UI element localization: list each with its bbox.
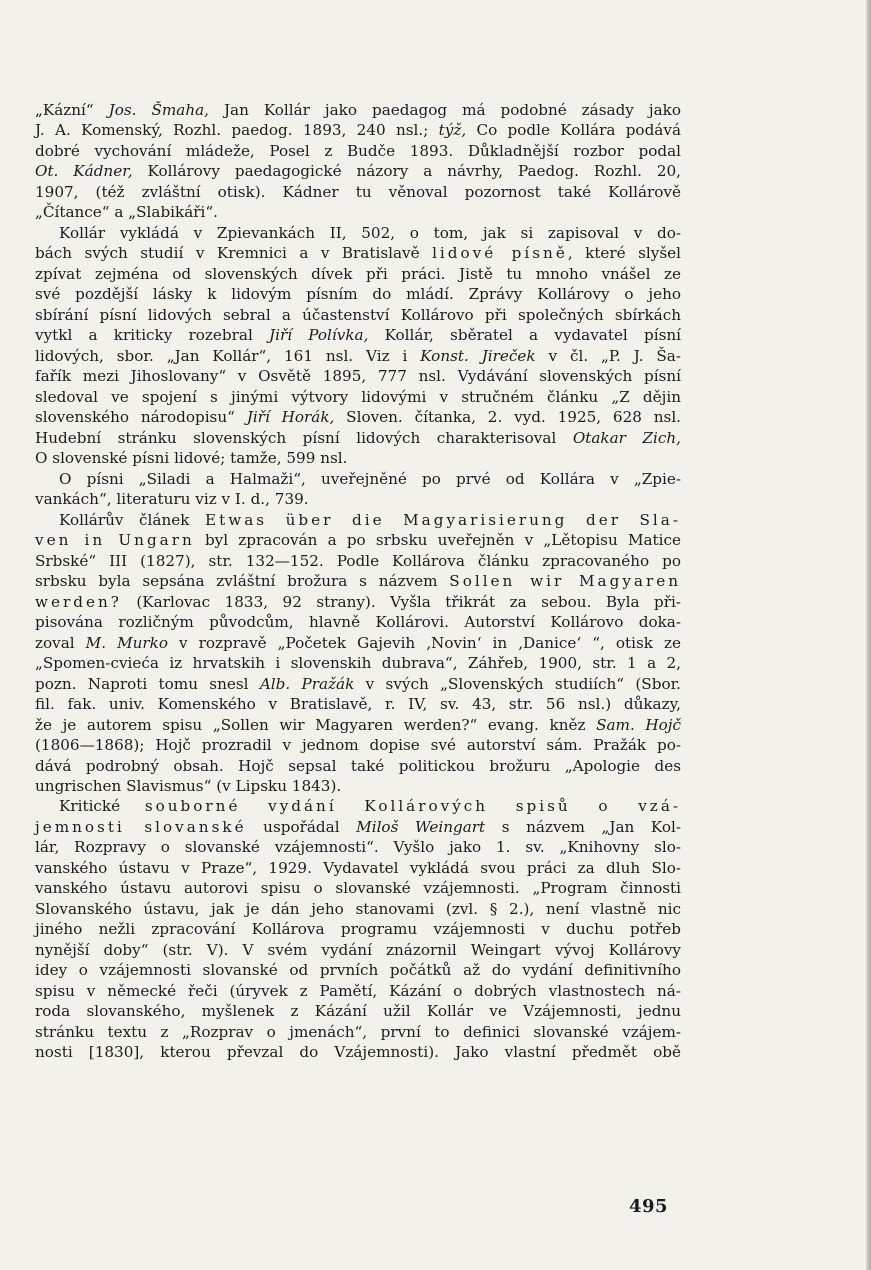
text-line	[35, 735, 681, 755]
text-run: Slovanského ústavu, jak je dán jeho stanovami (zvl. § 2.), není vlastně nic	[35, 899, 681, 918]
text-run: „Spomen-cvieća iz hrvatskih i slovenskih dubrava“, Záhřeb, 1900, str. 1 a 2,	[35, 654, 681, 673]
text-line	[35, 1042, 681, 1062]
text-line	[35, 612, 681, 632]
text-line	[35, 858, 681, 878]
italic-name: Konst. Jireček	[420, 346, 536, 365]
text-line	[35, 489, 681, 509]
text-run: 1907, (též zvláštní otisk). Kádner tu věnoval pozornost také Kollárově	[35, 182, 681, 201]
text-run: Srbské“ III (1827), str. 132—152. Podle Kollárova článku zpracovaného po	[35, 551, 681, 570]
text-line	[35, 653, 681, 673]
text-run: v rozpravě „Početek Gajevih ‚Novin‘ in ‚Danice‘ “, otisk ze	[168, 633, 681, 652]
text-run: slovenského národopisu“	[35, 408, 247, 427]
text-line	[35, 1022, 681, 1042]
text-run: jiného nežli zpracování Kollárova programu vzájemnosti v duchu potřeb	[35, 920, 681, 939]
text-line	[35, 469, 681, 489]
text-run: vankách“, literaturu viz v I. d., 739.	[35, 490, 309, 509]
text-run: nynější doby“ (str. V). V svém vydání znázornil Weingart vývoj Kollárovy	[35, 940, 681, 959]
text-line	[35, 325, 681, 345]
text-line	[35, 981, 681, 1001]
italic-name: Jiří Polívka,	[269, 326, 369, 345]
text-run: vytkl a kriticky rozebral	[35, 326, 270, 345]
text-run: sbírání písní lidových sebral a účastenství Kollárovo při společných sbírkách	[35, 305, 681, 324]
text-line	[35, 120, 681, 140]
text-run: Sloven. čítanka, 2. vyd. 1925, 628 nsl.	[334, 408, 682, 427]
text-run: Kollárovy paedagogické názory a návrhy, Paedog. Rozhl. 20,	[132, 162, 681, 181]
text-run: spisu v německé řeči (úryvek z Pamětí, Kázání o dobrých vlastnostech ná-	[35, 981, 681, 1000]
text-line	[35, 960, 681, 980]
text-run: J. A. Komenský, Rozhl. paedog. 1893, 240 nsl.;	[35, 121, 439, 140]
text-run: dobré vychování mládeže, Posel z Budče 1893. Důkladnější rozbor podal	[35, 141, 681, 160]
italic-name: Ot. Kádner,	[35, 162, 133, 181]
text-run: , které slyšel	[567, 244, 681, 263]
text-run: pisována rozličným původcům, hlavně Kollárovi. Autorství Kollárovo doka-	[35, 613, 681, 632]
text-line	[35, 940, 681, 960]
paragraph-siladi-halmazi	[35, 469, 681, 510]
text-line	[35, 919, 681, 939]
text-run: byl zpracován a po srbsku uveřejněn v „Lětopisu Matice	[194, 531, 682, 550]
spaced-emphasis: Sollen wir Magyaren	[449, 572, 682, 591]
text-line	[35, 674, 681, 694]
text-run: pozn. Naproti tomu snesl	[35, 674, 260, 693]
paragraph-weingart-edition	[35, 796, 681, 1062]
text-run: Jan Kollár jako paedagog má podobné zásady jako	[208, 101, 681, 119]
text-run: „Čítance“ a „Slabikáři“.	[35, 203, 218, 222]
spaced-emphasis: ven in Ungarn	[35, 531, 195, 550]
text-run: O písni „Siladi a Halmaži“, uveřejněné po prvé od Kollára v „Zpie-	[59, 469, 681, 488]
text-run: fařík mezi Jihoslovany“ v Osvětě 1895, 777 nsl. Vydávání slovenských písní	[35, 367, 681, 386]
document-body	[35, 100, 681, 1063]
italic-name: Jos. Šmaha,	[108, 101, 209, 119]
text-line	[35, 694, 681, 714]
text-line	[35, 530, 681, 550]
text-run: že je autorem spisu „Sollen wir Magyaren werden?“ evang. kněz	[35, 715, 597, 734]
text-run: dává podrobný obsah. Hojč sepsal také politickou brožuru „Apologie des	[35, 756, 681, 775]
italic-name: M. Murko	[85, 633, 169, 652]
text-line	[35, 284, 681, 304]
text-run: ungrischen Slavismus“ (v Lipsku 1843).	[35, 776, 342, 795]
text-line	[35, 899, 681, 919]
paragraph-magyarisierung	[35, 510, 681, 797]
text-line	[35, 161, 681, 181]
page-edge	[866, 0, 871, 1270]
text-run: v čl. „P. J. Ša-	[535, 346, 681, 365]
spaced-emphasis: souborné vydání Kollárových spisů o vzá-	[144, 797, 681, 816]
text-run: idey o vzájemnosti slovanské od prvních počátků až do vydání definitivního	[35, 961, 681, 980]
text-run: Kollár vykládá v Zpievankách II, 502, o tom, jak si zapisoval v do-	[59, 223, 681, 242]
text-line	[35, 633, 681, 653]
text-run: vanského ústavu v Praze“, 1929. Vydavatel vykládá svou práci za dluh Slo-	[35, 858, 681, 877]
text-line	[35, 387, 681, 407]
text-run: své pozdější lásky k lidovým písním do mládí. Zprávy Kollárovy o jeho	[35, 285, 681, 304]
italic-name: Otakar Zich,	[572, 428, 681, 447]
text-line	[35, 817, 681, 837]
text-line	[35, 305, 681, 325]
text-run: uspořádal	[246, 817, 357, 836]
text-run: Hudební stránku slovenských písní lidových charakterisoval	[35, 428, 573, 447]
text-run: nosti [1830], kterou převzal do Vzájemnosti). Jako vlastní předmět obě	[35, 1043, 681, 1062]
spaced-emphasis: werden?	[35, 592, 122, 611]
text-run: „Kázní“	[35, 101, 109, 119]
text-run: lidových, sbor. „Jan Kollár“, 161 nsl. Viz i	[35, 346, 421, 365]
text-line	[35, 346, 681, 366]
text-line	[35, 1001, 681, 1021]
text-run: v svých „Slovenských studiích“ (Sbor.	[354, 674, 682, 693]
text-run: stránku textu z „Rozprav o jmenách“, první to definici slovanské vzájem-	[35, 1022, 681, 1041]
text-line	[35, 837, 681, 857]
text-line	[35, 715, 681, 735]
text-line	[35, 182, 681, 202]
text-run: Kritické	[59, 797, 145, 816]
text-line	[35, 428, 681, 448]
text-line	[35, 756, 681, 776]
text-run: vanského ústavu autorovi spisu o slovanské vzájemnosti. „Program činnosti	[35, 879, 681, 898]
text-line	[35, 510, 681, 530]
paragraph-smaha-reference	[35, 100, 681, 223]
spaced-emphasis: lidové písně	[432, 244, 568, 263]
italic-name: Jiří Horák,	[246, 408, 335, 427]
text-line	[35, 592, 681, 612]
italic-name: Miloš Weingart	[356, 817, 486, 836]
text-run: roda slovanského, myšlenek z Kázání užil Kollár ve Vzájemnosti, jednu	[35, 1002, 681, 1021]
text-line	[35, 223, 681, 243]
text-run: s názvem „Jan Kol-	[485, 817, 681, 836]
text-run: sledoval ve spojení s jinými výtvory lidovými v stručném článku „Z dějin	[35, 387, 681, 406]
text-run: bách svých studií v Kremnici a v Bratislavě	[35, 244, 433, 263]
text-run: (1806—1868); Hojč prozradil v jednom dopise své autorství sám. Pražák po-	[35, 736, 681, 755]
italic-name: Sam. Hojč	[596, 715, 681, 734]
page-number: 495	[629, 1196, 669, 1217]
spaced-emphasis: Etwas über die Magyarisierung der Sla-	[205, 510, 681, 529]
text-line	[35, 264, 681, 284]
text-line	[35, 141, 681, 161]
text-line	[35, 202, 681, 222]
text-line	[35, 100, 681, 120]
paragraph-folk-songs	[35, 223, 681, 469]
text-line	[35, 243, 681, 263]
text-line	[35, 796, 681, 816]
text-run: O slovenské písni lidové; tamže, 599 nsl.	[35, 449, 348, 468]
text-run: fil. fak. univ. Komenského v Bratislavě, r. IV, sv. 43, str. 56 nsl.) důkazy,	[35, 695, 681, 714]
spaced-emphasis: jemnosti slovanské	[35, 817, 247, 836]
text-run: (Karlovac 1833, 92 strany). Vyšla třikrát za sebou. Byla při-	[121, 592, 681, 611]
text-run: Kollárův článek	[59, 510, 206, 529]
text-line	[35, 571, 681, 591]
text-run: Kollár, sběratel a vydavatel písní	[368, 326, 681, 345]
italic-name: Alb. Pražák	[259, 674, 355, 693]
text-run: srbsku byla sepsána zvláštní brožura s názvem	[35, 572, 450, 591]
text-line	[35, 776, 681, 796]
text-line	[35, 407, 681, 427]
italic-name: týž,	[438, 121, 467, 140]
text-run: Co podle Kollára podává	[466, 121, 681, 140]
text-line	[35, 448, 681, 468]
text-run: zpívat zejména od slovenských dívek při práci. Jistě tu mnoho vnášel ze	[35, 264, 681, 283]
text-run: lár, Rozpravy o slovanské vzájemnosti“. Vyšlo jako 1. sv. „Knihovny slo-	[35, 838, 681, 857]
text-line	[35, 366, 681, 386]
text-line	[35, 551, 681, 571]
text-run: zoval	[35, 633, 86, 652]
text-line	[35, 878, 681, 898]
